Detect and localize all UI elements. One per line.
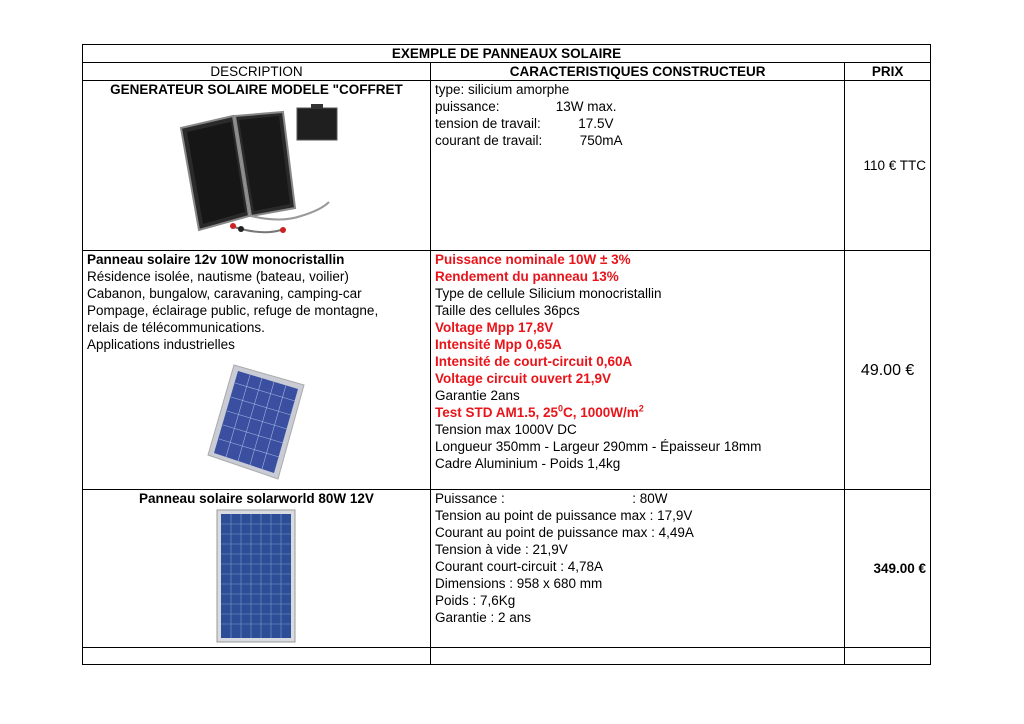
spec-line: Garantie : 2 ans: [434, 610, 532, 625]
empty-cell: [83, 648, 431, 665]
header-description: DESCRIPTION: [83, 63, 431, 81]
spec-line: Type de cellule Silicium monocristallin: [434, 286, 662, 301]
spec-line: Tension max 1000V DC: [434, 422, 577, 437]
test-std-part: C, 1000W/m: [563, 405, 639, 420]
description-cell: [83, 81, 431, 251]
table-row: [83, 490, 931, 648]
spec-line: Intensité de court-circuit 0,60A: [434, 354, 633, 369]
price-cell: [845, 81, 931, 251]
desc-line: Applications industrielles: [87, 337, 235, 352]
test-std-part: 0: [558, 403, 564, 414]
specs-cell: [430, 251, 844, 490]
test-std-part: Test STD AM1.5, 25: [434, 405, 558, 420]
spec-line: Voltage Mpp 17,8V: [434, 320, 554, 335]
spec-line-test-std: [435, 404, 840, 421]
spec-line: Intensité Mpp 0,65A: [434, 337, 562, 352]
specs-cell: [430, 81, 844, 251]
table-row: [83, 81, 931, 251]
product-title: GENERATEUR SOLAIRE MODELE "COFFRET: [110, 82, 403, 97]
spec-line: Tension au point de puissance max : 17,9V: [434, 508, 693, 523]
empty-cell: [430, 648, 844, 665]
mono-panel-image: [87, 353, 426, 485]
price-cell: [845, 490, 931, 648]
price: 349.00 €: [873, 561, 926, 576]
product-title: Panneau solaire 12v 10W monocristallin: [87, 252, 345, 267]
spec-line: Cadre Aluminium - Poids 1,4kg: [434, 456, 621, 471]
briefcase-solar-image: [87, 98, 426, 242]
spec-line: puissance: 13W max.: [434, 99, 617, 114]
table-row: [83, 251, 931, 490]
spec-line: Courant court-circuit : 4,78A: [434, 559, 604, 574]
spec-line: tension de travail: 17.5V: [434, 116, 614, 131]
desc-line: Résidence isolée, nautisme (bateau, voilier): [87, 269, 349, 284]
table-title: EXEMPLE DE PANNEAUX SOLAIRE: [83, 45, 931, 63]
specs-cell: [430, 490, 844, 648]
product-title: Panneau solaire solarworld 80W 12V: [139, 491, 374, 506]
empty-cell: [845, 648, 931, 665]
spec-line: Voltage circuit ouvert 21,9V: [434, 371, 612, 386]
spec-line: Courant au point de puissance max : 4,49A: [434, 525, 694, 540]
desc-line: Pompage, éclairage public, refuge de montagne,: [87, 303, 379, 318]
desc-line: Cabanon, bungalow, caravaning, camping-car: [87, 286, 362, 301]
table-row: [83, 648, 931, 665]
description-cell: [83, 251, 431, 490]
header-characteristics: CARACTERISTIQUES CONSTRUCTEUR: [430, 63, 844, 81]
header-price: PRIX: [845, 63, 931, 81]
solarworld-panel-image: [87, 507, 426, 647]
spec-line: Tension à vide : 21,9V: [434, 542, 568, 557]
solar-panels-table: [82, 44, 931, 665]
price: 49.00 €: [860, 361, 915, 379]
spec-line: Garantie 2ans: [434, 388, 520, 403]
test-std-part: 2: [638, 403, 644, 414]
spec-line: Poids : 7,6Kg: [434, 593, 516, 608]
price: 110 € TTC: [863, 158, 926, 173]
spec-line: Puissance nominale 10W ± 3%: [434, 252, 631, 267]
spec-line: type: silicium amorphe: [434, 82, 570, 97]
spec-line: Dimensions : 958 x 680 mm: [434, 576, 603, 591]
spec-line: Rendement du panneau 13%: [434, 269, 619, 284]
price-cell: [845, 251, 931, 490]
desc-line: relais de télécommunications.: [87, 320, 265, 335]
description-cell: [83, 490, 431, 648]
spec-line: Puissance : : 80W: [434, 491, 668, 506]
spec-line: Longueur 350mm - Largeur 290mm - Épaisseur 18mm: [434, 439, 762, 454]
spec-line: Taille des cellules 36pcs: [434, 303, 580, 318]
spec-line: courant de travail: 750mA: [434, 133, 623, 148]
